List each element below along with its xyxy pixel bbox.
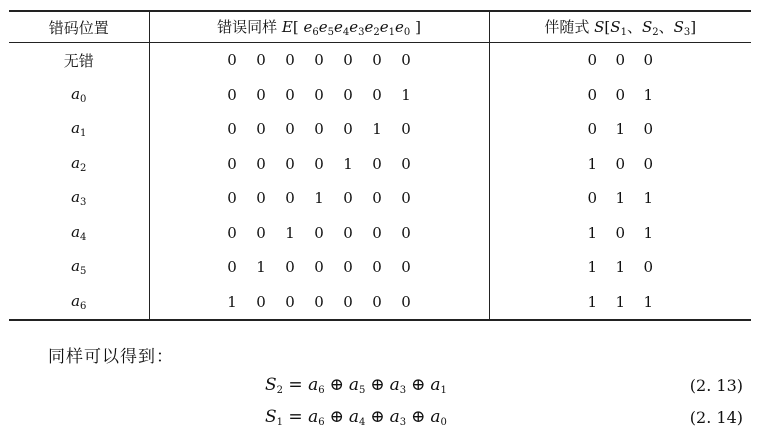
header-bit-e6: $e_6$ <box>303 18 319 38</box>
syndrome-bit: 1 <box>643 85 654 104</box>
syndrome-bit: 0 <box>643 154 654 173</box>
table-row <box>9 112 751 147</box>
header-syndrome-S1: $S_1$ <box>610 18 627 38</box>
pattern-bit: 0 <box>314 85 324 104</box>
pattern-bit: 0 <box>285 51 295 70</box>
position-symbol: $a_4$ <box>71 222 87 243</box>
equation <box>265 407 447 428</box>
syndrome-bit: 0 <box>587 189 598 208</box>
header-syndrome-S3: $S_3$ <box>673 18 691 38</box>
syndrome-bit: 0 <box>643 51 654 70</box>
pattern-bit: 0 <box>314 223 324 242</box>
pattern-bit: 0 <box>343 223 353 242</box>
syndrome-bit: 0 <box>643 120 654 139</box>
equation-term: $a_4$ <box>348 407 366 428</box>
equation-term: $a_3$ <box>389 407 407 428</box>
equation-number: (2. 14) <box>689 408 743 427</box>
header-bit-e5: $e_5$ <box>318 18 334 38</box>
separator: 、 <box>626 18 642 36</box>
syndrome-bit: 1 <box>615 189 626 208</box>
cell-syndrome <box>489 78 751 113</box>
cell-error-pattern <box>149 250 489 285</box>
cell-error-position <box>9 250 149 285</box>
syndrome-bit: 0 <box>587 120 598 139</box>
syndrome-bit: 1 <box>615 120 626 139</box>
pattern-bit: 0 <box>372 51 382 70</box>
cell-syndrome <box>489 147 751 182</box>
error-pattern-bits <box>303 18 410 36</box>
pattern-bit: 0 <box>401 154 411 173</box>
cell-error-pattern <box>149 285 489 321</box>
pattern-bit: 1 <box>227 292 237 311</box>
cell-error-position <box>9 285 149 321</box>
syndrome-bit: 0 <box>643 258 654 277</box>
pattern-bit: 0 <box>285 85 295 104</box>
syndrome-bit: 0 <box>615 51 626 70</box>
header-syndrome: 伴随式 $S[S_1$、$S_2$、$S_3$] <box>489 11 751 43</box>
xor-operator: ⊕ <box>411 407 426 427</box>
cell-error-pattern <box>149 43 489 78</box>
table-row <box>9 181 751 216</box>
syndrome-bit: 0 <box>587 51 598 70</box>
syndrome-bit: 1 <box>615 258 626 277</box>
table-row <box>9 78 751 113</box>
cell-error-pattern <box>149 112 489 147</box>
syndrome-bit: 1 <box>643 292 654 311</box>
pattern-bit: 1 <box>401 85 411 104</box>
pattern-bit: 0 <box>256 223 266 242</box>
cell-error-position <box>9 78 149 113</box>
header-bit-e4: $e_4$ <box>333 18 350 38</box>
table-row <box>9 147 751 182</box>
syndrome-bit: 1 <box>587 292 598 311</box>
table-row <box>9 216 751 251</box>
equation-term: $a_3$ <box>389 375 407 396</box>
pattern-bit: 0 <box>401 189 411 208</box>
syndrome-bit: 1 <box>587 154 598 173</box>
equation <box>265 375 447 396</box>
pattern-bit: 0 <box>343 51 353 70</box>
xor-operator: ⊕ <box>329 375 344 395</box>
syndrome-bit: 0 <box>615 223 626 242</box>
pattern-bit: 0 <box>227 51 237 70</box>
pattern-bit: 0 <box>227 258 237 277</box>
pattern-bit: 0 <box>256 51 266 70</box>
position-symbol: $a_1$ <box>71 119 87 140</box>
error-pattern-prefix: 错误同样 <box>217 18 282 36</box>
pattern-bit: 1 <box>256 258 266 277</box>
pattern-bit: 0 <box>227 189 237 208</box>
pattern-bit: 0 <box>401 223 411 242</box>
cell-error-pattern <box>149 147 489 182</box>
cell-error-position <box>9 216 149 251</box>
table-row <box>9 43 751 78</box>
table-row <box>9 250 751 285</box>
pattern-bit: 0 <box>343 258 353 277</box>
pattern-bit: 0 <box>256 120 266 139</box>
intro-text: 同样可以得到： <box>48 347 174 367</box>
syndrome-bit: 1 <box>587 223 598 242</box>
error-pattern-var: E <box>281 18 293 36</box>
pattern-bit: 0 <box>314 51 324 70</box>
header-bit-e3: $e_3$ <box>349 18 365 38</box>
cell-error-position: 无错 <box>9 43 149 78</box>
cell-syndrome <box>489 43 751 78</box>
position-symbol: $a_5$ <box>71 257 87 278</box>
pattern-bit: 0 <box>256 292 266 311</box>
pattern-bit: 0 <box>401 51 411 70</box>
cell-syndrome <box>489 285 751 321</box>
pattern-bit: 0 <box>314 292 324 311</box>
table-body <box>9 43 751 321</box>
pattern-bit: 0 <box>343 85 353 104</box>
pattern-bit: 0 <box>285 189 295 208</box>
cell-error-pattern <box>149 78 489 113</box>
pattern-bit: 1 <box>285 223 295 242</box>
separator: 、 <box>658 18 674 36</box>
equation-term: $a_1$ <box>430 375 447 396</box>
syndrome-prefix: 伴随式 <box>544 18 595 36</box>
table-header-row <box>9 11 751 43</box>
pattern-bit: 0 <box>227 85 237 104</box>
position-symbol: $a_6$ <box>71 291 87 312</box>
pattern-bit: 0 <box>314 258 324 277</box>
pattern-bit: 0 <box>372 85 382 104</box>
pattern-bit: 0 <box>343 120 353 139</box>
cell-syndrome <box>489 112 751 147</box>
syndrome-bit: 1 <box>587 258 598 277</box>
xor-operator: ⊕ <box>329 407 344 427</box>
pattern-bit: 0 <box>372 223 382 242</box>
syndrome-bit: 1 <box>643 223 654 242</box>
syndrome-bit: 0 <box>615 85 626 104</box>
header-bit-e1: $e_1$ <box>379 18 396 38</box>
pattern-bit: 0 <box>372 292 382 311</box>
pattern-bit: 0 <box>314 154 324 173</box>
xor-operator: ⊕ <box>370 407 385 427</box>
cell-error-position <box>9 181 149 216</box>
pattern-bit: 0 <box>372 154 382 173</box>
xor-operator: ⊕ <box>411 375 426 395</box>
header-error-pattern: 错误同样 E[ $e_6e_5e_4e_3e_2e_1e_0$ ] <box>149 11 489 43</box>
syndrome-bit: 1 <box>643 189 654 208</box>
pattern-bit: 0 <box>343 292 353 311</box>
syndrome-var: S <box>594 18 605 36</box>
syndrome-bit: 0 <box>587 85 598 104</box>
syndrome-bit: 0 <box>615 154 626 173</box>
xor-operator: ⊕ <box>370 375 385 395</box>
equation-lhs: $S_1$ <box>265 407 284 428</box>
header-bit-e2: $e_2$ <box>364 18 380 38</box>
cell-error-position <box>9 147 149 182</box>
syndrome-components <box>610 18 690 36</box>
cell-syndrome <box>489 216 751 251</box>
equation-number: (2. 13) <box>689 376 743 395</box>
pattern-bit: 0 <box>285 120 295 139</box>
header-syndrome-S2: $S_2$ <box>641 18 659 38</box>
pattern-bit: 1 <box>372 120 382 139</box>
pattern-bit: 0 <box>227 120 237 139</box>
pattern-bit: 1 <box>314 189 324 208</box>
equation-term: $a_0$ <box>430 407 447 428</box>
pattern-bit: 1 <box>343 154 353 173</box>
pattern-bit: 0 <box>285 258 295 277</box>
pattern-bit: 0 <box>314 120 324 139</box>
header-error-position: 错码位置 <box>9 11 149 43</box>
pattern-bit: 0 <box>285 154 295 173</box>
cell-syndrome <box>489 250 751 285</box>
position-symbol: $a_3$ <box>71 188 87 209</box>
cell-syndrome <box>489 181 751 216</box>
equation-term: $a_5$ <box>348 375 366 396</box>
table-row <box>9 285 751 321</box>
equation-lhs: $S_2$ <box>265 375 284 396</box>
equation-term: $a_6$ <box>308 375 325 396</box>
pattern-bit: 0 <box>372 189 382 208</box>
pattern-bit: 0 <box>343 189 353 208</box>
position-symbol: $a_0$ <box>71 84 87 105</box>
equals-sign: = <box>283 407 309 427</box>
syndrome-table <box>9 10 751 321</box>
cell-error-pattern <box>149 181 489 216</box>
pattern-bit: 0 <box>227 223 237 242</box>
pattern-bit: 0 <box>227 154 237 173</box>
header-bit-e0: $e_0$ <box>395 18 411 38</box>
pattern-bit: 0 <box>372 258 382 277</box>
equation-term: $a_6$ <box>308 407 325 428</box>
pattern-bit: 0 <box>401 292 411 311</box>
pattern-bit: 0 <box>401 258 411 277</box>
cell-error-pattern <box>149 216 489 251</box>
pattern-bit: 0 <box>256 154 266 173</box>
syndrome-bit: 1 <box>615 292 626 311</box>
equals-sign: = <box>283 375 309 395</box>
pattern-bit: 0 <box>256 85 266 104</box>
position-symbol: $a_2$ <box>71 153 87 174</box>
cell-error-position <box>9 112 149 147</box>
pattern-bit: 0 <box>401 120 411 139</box>
pattern-bit: 0 <box>256 189 266 208</box>
pattern-bit: 0 <box>285 292 295 311</box>
